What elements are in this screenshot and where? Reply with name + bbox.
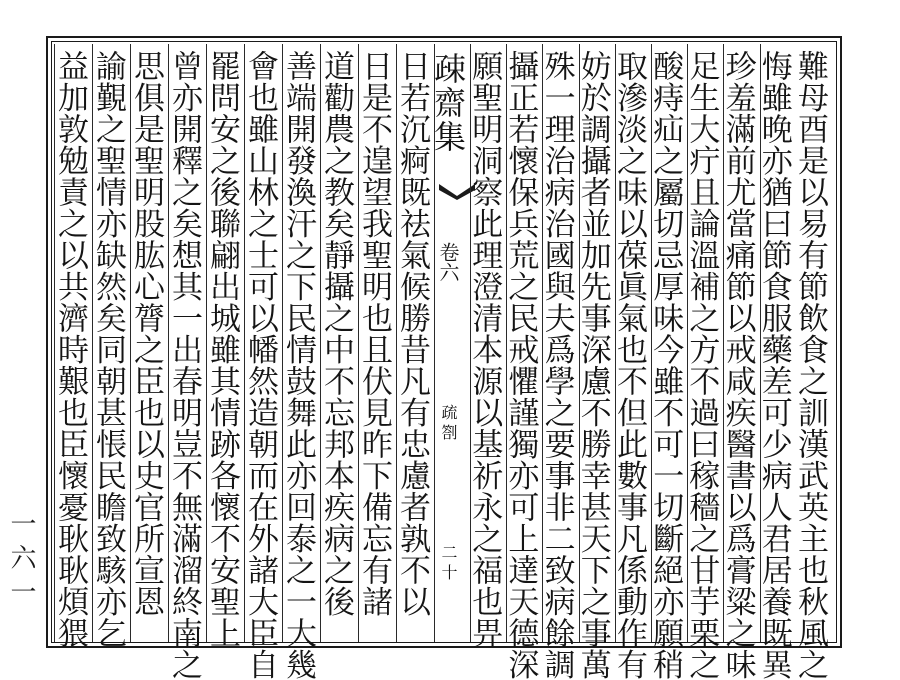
text-column-left-9 xyxy=(90,44,130,649)
juan-label: 卷六 xyxy=(436,242,460,282)
text-block-frame xyxy=(46,36,842,680)
genre-label: 疏劄 xyxy=(439,404,458,444)
column-text: 酸痔疝之屬切忌厚味今雖不可一切斷絕亦願稍 xyxy=(647,50,684,680)
text-column-right-4 xyxy=(683,44,723,680)
text-column-left-7 xyxy=(166,44,206,680)
text-column-left-10 xyxy=(52,44,92,649)
column-text: 難母酉是以易有節飲食之訓漢武英主也秋風之 xyxy=(791,50,828,680)
text-column-right-9 xyxy=(502,44,542,680)
text-column-right-6 xyxy=(610,44,651,680)
folio-number: 二十 xyxy=(439,544,458,584)
column-text: 曾亦開釋之矣想其一出春明豈不無滿溜終南之 xyxy=(166,50,202,680)
text-column-left-1 xyxy=(396,44,434,642)
column-text: 悔雖晚亦猶曰節食服藥差可少病人君居養既異 xyxy=(755,50,792,680)
text-column-right-7 xyxy=(574,44,615,680)
column-text: 會也雖山林之士可以幡然造朝而在外諸大臣自 xyxy=(242,50,278,680)
column-text: 日若沉痾既祛氣候勝昔凡有忠慮者孰不以 xyxy=(394,50,430,617)
column-text: 攝正若懷保兵荒之民戒懼謹獨亦可上達天德深 xyxy=(502,50,539,680)
text-column-left-5 xyxy=(242,44,282,680)
column-text: 足生大疔且論溫補之方不過曰稼穡之甘芋栗之 xyxy=(683,50,720,680)
text-column-left-2 xyxy=(358,44,396,642)
column-text: 罷問安之後聯翩出城雖其情跡各懷不安聖上 xyxy=(204,50,240,649)
column-text: 願聖明洞察此理澄清本源以基祈永之福也畀 xyxy=(466,50,503,649)
column-text: 珍羞滿前尤當痛節以戒咸疾醫書以爲膏粱之味 xyxy=(719,50,756,680)
text-column-right-1 xyxy=(791,44,832,680)
text-column-right-2 xyxy=(755,44,796,680)
text-column-right-8 xyxy=(538,44,578,680)
text-column-left-6 xyxy=(204,44,244,649)
column-text: 日是不遑望我聖明也且伏見昨下備忘有諸 xyxy=(356,50,392,617)
text-column-left-3 xyxy=(320,44,358,642)
column-text: 殊一理治病治國與夫爲學之要事非二致病餘調 xyxy=(538,50,575,680)
column-text: 道勸農之教矣靜攝之中不忘邦本疾病之後 xyxy=(318,50,354,617)
book-title: 疎齋集 xyxy=(429,52,467,154)
column-text: 妨於調攝者並加先事深慮不勝幸甚天下之事萬 xyxy=(574,50,611,680)
page-number: 一六一 xyxy=(6,510,36,612)
text-column-right-5 xyxy=(647,44,687,680)
text-column-right-3 xyxy=(719,44,759,680)
text-column-right-10 xyxy=(466,44,506,649)
column-text: 取滲淡之味以葆眞氣也不但此數事凡係動作有 xyxy=(610,50,647,680)
column-text: 思俱是聖明股肱心膂之臣也以史官所宣恩 xyxy=(128,50,164,617)
column-text: 益加敦勉責之以共濟時艱也臣懷憂耿耿煩猥 xyxy=(52,50,88,649)
column-text: 諭覲之聖情亦缺然矣同朝甚悵民瞻致駭亦乞 xyxy=(90,50,126,649)
text-column-left-4 xyxy=(280,44,320,680)
column-text: 善端開發渙汗之下民情鼓舞此亦回泰之一大幾 xyxy=(280,50,316,680)
text-column-left-8 xyxy=(130,44,168,642)
